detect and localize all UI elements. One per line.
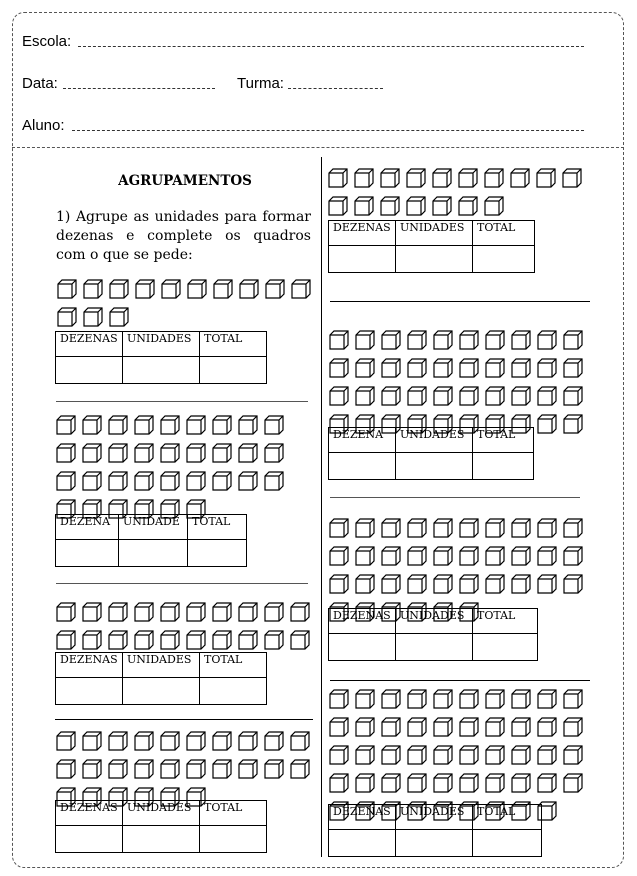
header-dezenas: DEZENAS [329, 805, 396, 830]
separator [330, 301, 590, 302]
cube-icon [354, 744, 376, 770]
separator [330, 680, 590, 681]
cube-icon [159, 414, 181, 440]
cube-icon [458, 573, 480, 599]
cube-icon [133, 414, 155, 440]
separator [56, 583, 308, 584]
input-total[interactable] [473, 453, 534, 480]
cube-icon [536, 357, 558, 383]
cube-icon [510, 357, 532, 383]
cube-icon [510, 772, 532, 798]
cube-icon [484, 716, 506, 742]
cube-icon [380, 716, 402, 742]
input-unidades[interactable] [396, 634, 473, 661]
cube-icon [211, 601, 233, 627]
cube-icon [289, 601, 311, 627]
cube-icon [536, 517, 558, 543]
cube-icon [211, 414, 233, 440]
cube-icon [263, 758, 285, 784]
cube-icon [406, 329, 428, 355]
cube-icon [160, 278, 182, 304]
cube-icon [432, 517, 454, 543]
cube-icon [484, 772, 506, 798]
cube-icon [380, 329, 402, 355]
cube-icon [380, 357, 402, 383]
input-unidades[interactable] [123, 678, 200, 705]
cube-icon [185, 758, 207, 784]
cube-icon [484, 517, 506, 543]
cube-icon [107, 730, 129, 756]
cube-icon [379, 195, 401, 221]
input-total[interactable] [200, 357, 267, 384]
cube-icon [328, 716, 350, 742]
input-unidades[interactable] [396, 830, 473, 857]
header-unidades: UNIDADE [119, 515, 188, 540]
cube-icon [237, 414, 259, 440]
cube-icon [536, 385, 558, 411]
input-unidades[interactable] [396, 246, 473, 273]
cube-icon [159, 442, 181, 468]
escola-field[interactable] [78, 46, 584, 47]
cube-icon [536, 688, 558, 714]
cube-icon [354, 385, 376, 411]
cube-icon [185, 442, 207, 468]
header-total: TOTAL [188, 515, 247, 540]
cube-icon [354, 688, 376, 714]
header-total: TOTAL [473, 221, 535, 246]
header-unidades: UNIDADES [123, 653, 200, 678]
cube-icon [185, 470, 207, 496]
cube-icon [159, 730, 181, 756]
cube-icon [406, 385, 428, 411]
cube-icon [562, 357, 584, 383]
cube-icon [562, 688, 584, 714]
cube-group-1 [56, 278, 321, 334]
cube-icon [263, 442, 285, 468]
cube-icon [458, 329, 480, 355]
cube-icon [380, 772, 402, 798]
cube-icon [354, 517, 376, 543]
cube-icon [483, 195, 505, 221]
cube-icon [458, 517, 480, 543]
cube-icon [237, 758, 259, 784]
cube-icon [510, 688, 532, 714]
cube-icon [354, 545, 376, 571]
cube-icon [55, 442, 77, 468]
aluno-field[interactable] [72, 130, 584, 131]
cube-icon [406, 517, 428, 543]
input-dezenas[interactable] [56, 357, 123, 384]
cube-icon [536, 744, 558, 770]
cube-icon [133, 730, 155, 756]
header-total: TOTAL [200, 653, 267, 678]
cube-icon [328, 744, 350, 770]
header-unidades: UNIDADES [396, 609, 473, 634]
cube-icon [562, 413, 584, 439]
cube-icon [237, 601, 259, 627]
cube-icon [185, 730, 207, 756]
cube-icon [56, 306, 78, 332]
input-total[interactable] [200, 678, 267, 705]
cube-group-3 [55, 601, 320, 657]
cube-icon [484, 688, 506, 714]
cube-icon [458, 716, 480, 742]
cube-icon [289, 730, 311, 756]
header-dezenas: DEZENA [56, 515, 119, 540]
cube-icon [536, 329, 558, 355]
cube-icon [107, 758, 129, 784]
cube-icon [263, 414, 285, 440]
cube-icon [328, 517, 350, 543]
cube-group-6 [328, 329, 593, 441]
answer-table-4 [55, 800, 267, 853]
cube-icon [562, 716, 584, 742]
cube-icon [380, 385, 402, 411]
page-title: AGRUPAMENTOS [118, 173, 252, 189]
cube-icon [562, 517, 584, 543]
cube-icon [81, 730, 103, 756]
cube-icon [107, 414, 129, 440]
answer-table-6 [328, 427, 534, 480]
cube-icon [108, 306, 130, 332]
cube-icon [55, 414, 77, 440]
cube-icon [159, 758, 181, 784]
answer-table-8 [328, 804, 542, 857]
cube-icon [289, 629, 311, 655]
header-unidades: UNIDADES [396, 221, 473, 246]
cube-icon [432, 573, 454, 599]
header-unidades: UNIDADES [123, 332, 200, 357]
cube-icon [82, 278, 104, 304]
header-dezenas: DEZENAS [56, 653, 123, 678]
cube-icon [535, 167, 557, 193]
cube-icon [536, 573, 558, 599]
cube-icon [133, 470, 155, 496]
cube-group-2 [55, 414, 300, 526]
cube-icon [133, 758, 155, 784]
cube-icon [186, 278, 208, 304]
cube-icon [484, 329, 506, 355]
cube-icon [406, 545, 428, 571]
cube-icon [562, 545, 584, 571]
cube-icon [561, 167, 583, 193]
cube-icon [185, 601, 207, 627]
cube-icon [108, 278, 130, 304]
header-total: TOTAL [200, 332, 267, 357]
header-dezenas: DEZENAS [329, 609, 396, 634]
cube-icon [431, 167, 453, 193]
header-total: TOTAL [473, 609, 538, 634]
cube-icon [406, 716, 428, 742]
turma-label: Turma: [237, 75, 284, 92]
cube-icon [380, 744, 402, 770]
header-divider [12, 147, 624, 148]
cube-icon [354, 357, 376, 383]
cube-icon [81, 470, 103, 496]
cube-icon [510, 545, 532, 571]
cube-icon [432, 545, 454, 571]
cube-icon [159, 601, 181, 627]
cube-icon [134, 278, 156, 304]
input-dezenas[interactable] [329, 830, 396, 857]
header-total: TOTAL [473, 805, 542, 830]
cube-icon [237, 470, 259, 496]
cube-group-5 [327, 167, 592, 223]
answer-table-7 [328, 608, 538, 661]
cube-icon [264, 278, 286, 304]
cube-icon [82, 306, 104, 332]
cube-icon [484, 573, 506, 599]
cube-icon [290, 278, 312, 304]
cube-icon [510, 385, 532, 411]
separator [330, 497, 580, 498]
input-unidades[interactable] [123, 826, 200, 853]
cube-icon [432, 688, 454, 714]
aluno-label: Aluno: [22, 117, 65, 134]
cube-icon [353, 167, 375, 193]
answer-table-5 [328, 220, 535, 273]
separator [55, 719, 313, 720]
cube-icon [237, 730, 259, 756]
cube-icon [353, 195, 375, 221]
cube-icon [133, 442, 155, 468]
header-dezenas: DEZENAS [56, 332, 123, 357]
cube-icon [380, 517, 402, 543]
cube-icon [380, 688, 402, 714]
input-unidades[interactable] [123, 357, 200, 384]
cube-icon [484, 545, 506, 571]
cube-icon [327, 167, 349, 193]
cube-icon [107, 601, 129, 627]
cube-icon [562, 744, 584, 770]
cube-icon [510, 744, 532, 770]
cube-icon [56, 278, 78, 304]
cube-icon [211, 730, 233, 756]
cube-icon [510, 329, 532, 355]
cube-icon [562, 329, 584, 355]
cube-icon [263, 601, 285, 627]
data-label: Data: [22, 75, 58, 92]
cube-icon [536, 772, 558, 798]
header-total: TOTAL [473, 428, 534, 453]
input-total[interactable] [473, 634, 538, 661]
cube-icon [379, 167, 401, 193]
cube-icon [81, 758, 103, 784]
header-unidades: UNIDADES [123, 801, 200, 826]
cube-icon [211, 442, 233, 468]
cube-icon [457, 195, 479, 221]
cube-icon [405, 167, 427, 193]
instructions: 1) Agrupe as unidades para formar dezenas e complete os quadros com o que se pede: [56, 209, 311, 263]
cube-icon [406, 772, 428, 798]
answer-table-1 [55, 331, 267, 384]
cube-icon [263, 470, 285, 496]
cube-icon [509, 167, 531, 193]
input-dezenas[interactable] [56, 826, 123, 853]
cube-icon [458, 688, 480, 714]
cube-icon [484, 357, 506, 383]
separator [56, 401, 308, 402]
cube-icon [263, 730, 285, 756]
input-total[interactable] [188, 540, 247, 567]
cube-icon [81, 414, 103, 440]
cube-icon [432, 716, 454, 742]
input-dezenas[interactable] [56, 678, 123, 705]
cube-icon [212, 278, 234, 304]
cube-icon [432, 329, 454, 355]
input-total[interactable] [473, 830, 542, 857]
cube-icon [107, 470, 129, 496]
cube-icon [562, 573, 584, 599]
input-dezenas[interactable] [329, 453, 396, 480]
cube-icon [432, 357, 454, 383]
turma-field[interactable] [288, 88, 383, 89]
cube-icon [81, 442, 103, 468]
cube-icon [211, 758, 233, 784]
cube-icon [327, 195, 349, 221]
input-unidades[interactable] [119, 540, 188, 567]
header-unidades: UNIDADES [396, 805, 473, 830]
cube-icon [562, 772, 584, 798]
cube-icon [107, 442, 129, 468]
cube-icon [55, 601, 77, 627]
cube-icon [354, 716, 376, 742]
cube-icon [431, 195, 453, 221]
cube-icon [432, 744, 454, 770]
cube-icon [458, 357, 480, 383]
cube-icon [328, 385, 350, 411]
cube-icon [328, 772, 350, 798]
cube-icon [510, 517, 532, 543]
escola-label: Escola: [22, 33, 72, 50]
cube-icon [159, 470, 181, 496]
cube-icon [289, 758, 311, 784]
cube-icon [484, 744, 506, 770]
header-total: TOTAL [200, 801, 267, 826]
input-dezenas[interactable] [329, 634, 396, 661]
cube-icon [406, 688, 428, 714]
cube-icon [536, 413, 558, 439]
cube-icon [238, 278, 260, 304]
cube-icon [328, 688, 350, 714]
cube-icon [405, 195, 427, 221]
header-dezenas: DEZENAS [56, 801, 123, 826]
cube-icon [380, 573, 402, 599]
cube-icon [380, 545, 402, 571]
cube-icon [328, 545, 350, 571]
cube-icon [55, 730, 77, 756]
cube-icon [55, 470, 77, 496]
cube-icon [483, 167, 505, 193]
cube-icon [328, 573, 350, 599]
header-dezenas: DEZENA [329, 428, 396, 453]
cube-icon [81, 601, 103, 627]
cube-icon [536, 716, 558, 742]
cube-icon [406, 357, 428, 383]
cube-icon [458, 744, 480, 770]
cube-icon [458, 385, 480, 411]
cube-icon [354, 329, 376, 355]
cube-icon [510, 716, 532, 742]
cube-icon [237, 442, 259, 468]
input-total[interactable] [473, 246, 535, 273]
input-dezenas[interactable] [329, 246, 396, 273]
cube-icon [536, 545, 558, 571]
cube-icon [510, 573, 532, 599]
cube-icon [484, 385, 506, 411]
cube-icon [457, 167, 479, 193]
cube-icon [328, 357, 350, 383]
header-dezenas: DEZENAS [329, 221, 396, 246]
cube-icon [354, 573, 376, 599]
answer-table-3 [55, 652, 267, 705]
cube-icon [185, 414, 207, 440]
answer-table-2 [55, 514, 247, 567]
header-unidades: UNIDADES [396, 428, 473, 453]
cube-icon [458, 772, 480, 798]
input-total[interactable] [200, 826, 267, 853]
cube-icon [562, 385, 584, 411]
cube-icon [458, 545, 480, 571]
cube-icon [211, 470, 233, 496]
cube-icon [133, 601, 155, 627]
cube-icon [406, 573, 428, 599]
input-unidades[interactable] [396, 453, 473, 480]
cube-icon [406, 744, 428, 770]
cube-icon [432, 385, 454, 411]
cube-icon [55, 758, 77, 784]
data-field[interactable] [63, 88, 215, 89]
column-divider [321, 157, 322, 857]
cube-icon [328, 329, 350, 355]
cube-icon [354, 772, 376, 798]
cube-icon [432, 772, 454, 798]
input-dezenas[interactable] [56, 540, 119, 567]
